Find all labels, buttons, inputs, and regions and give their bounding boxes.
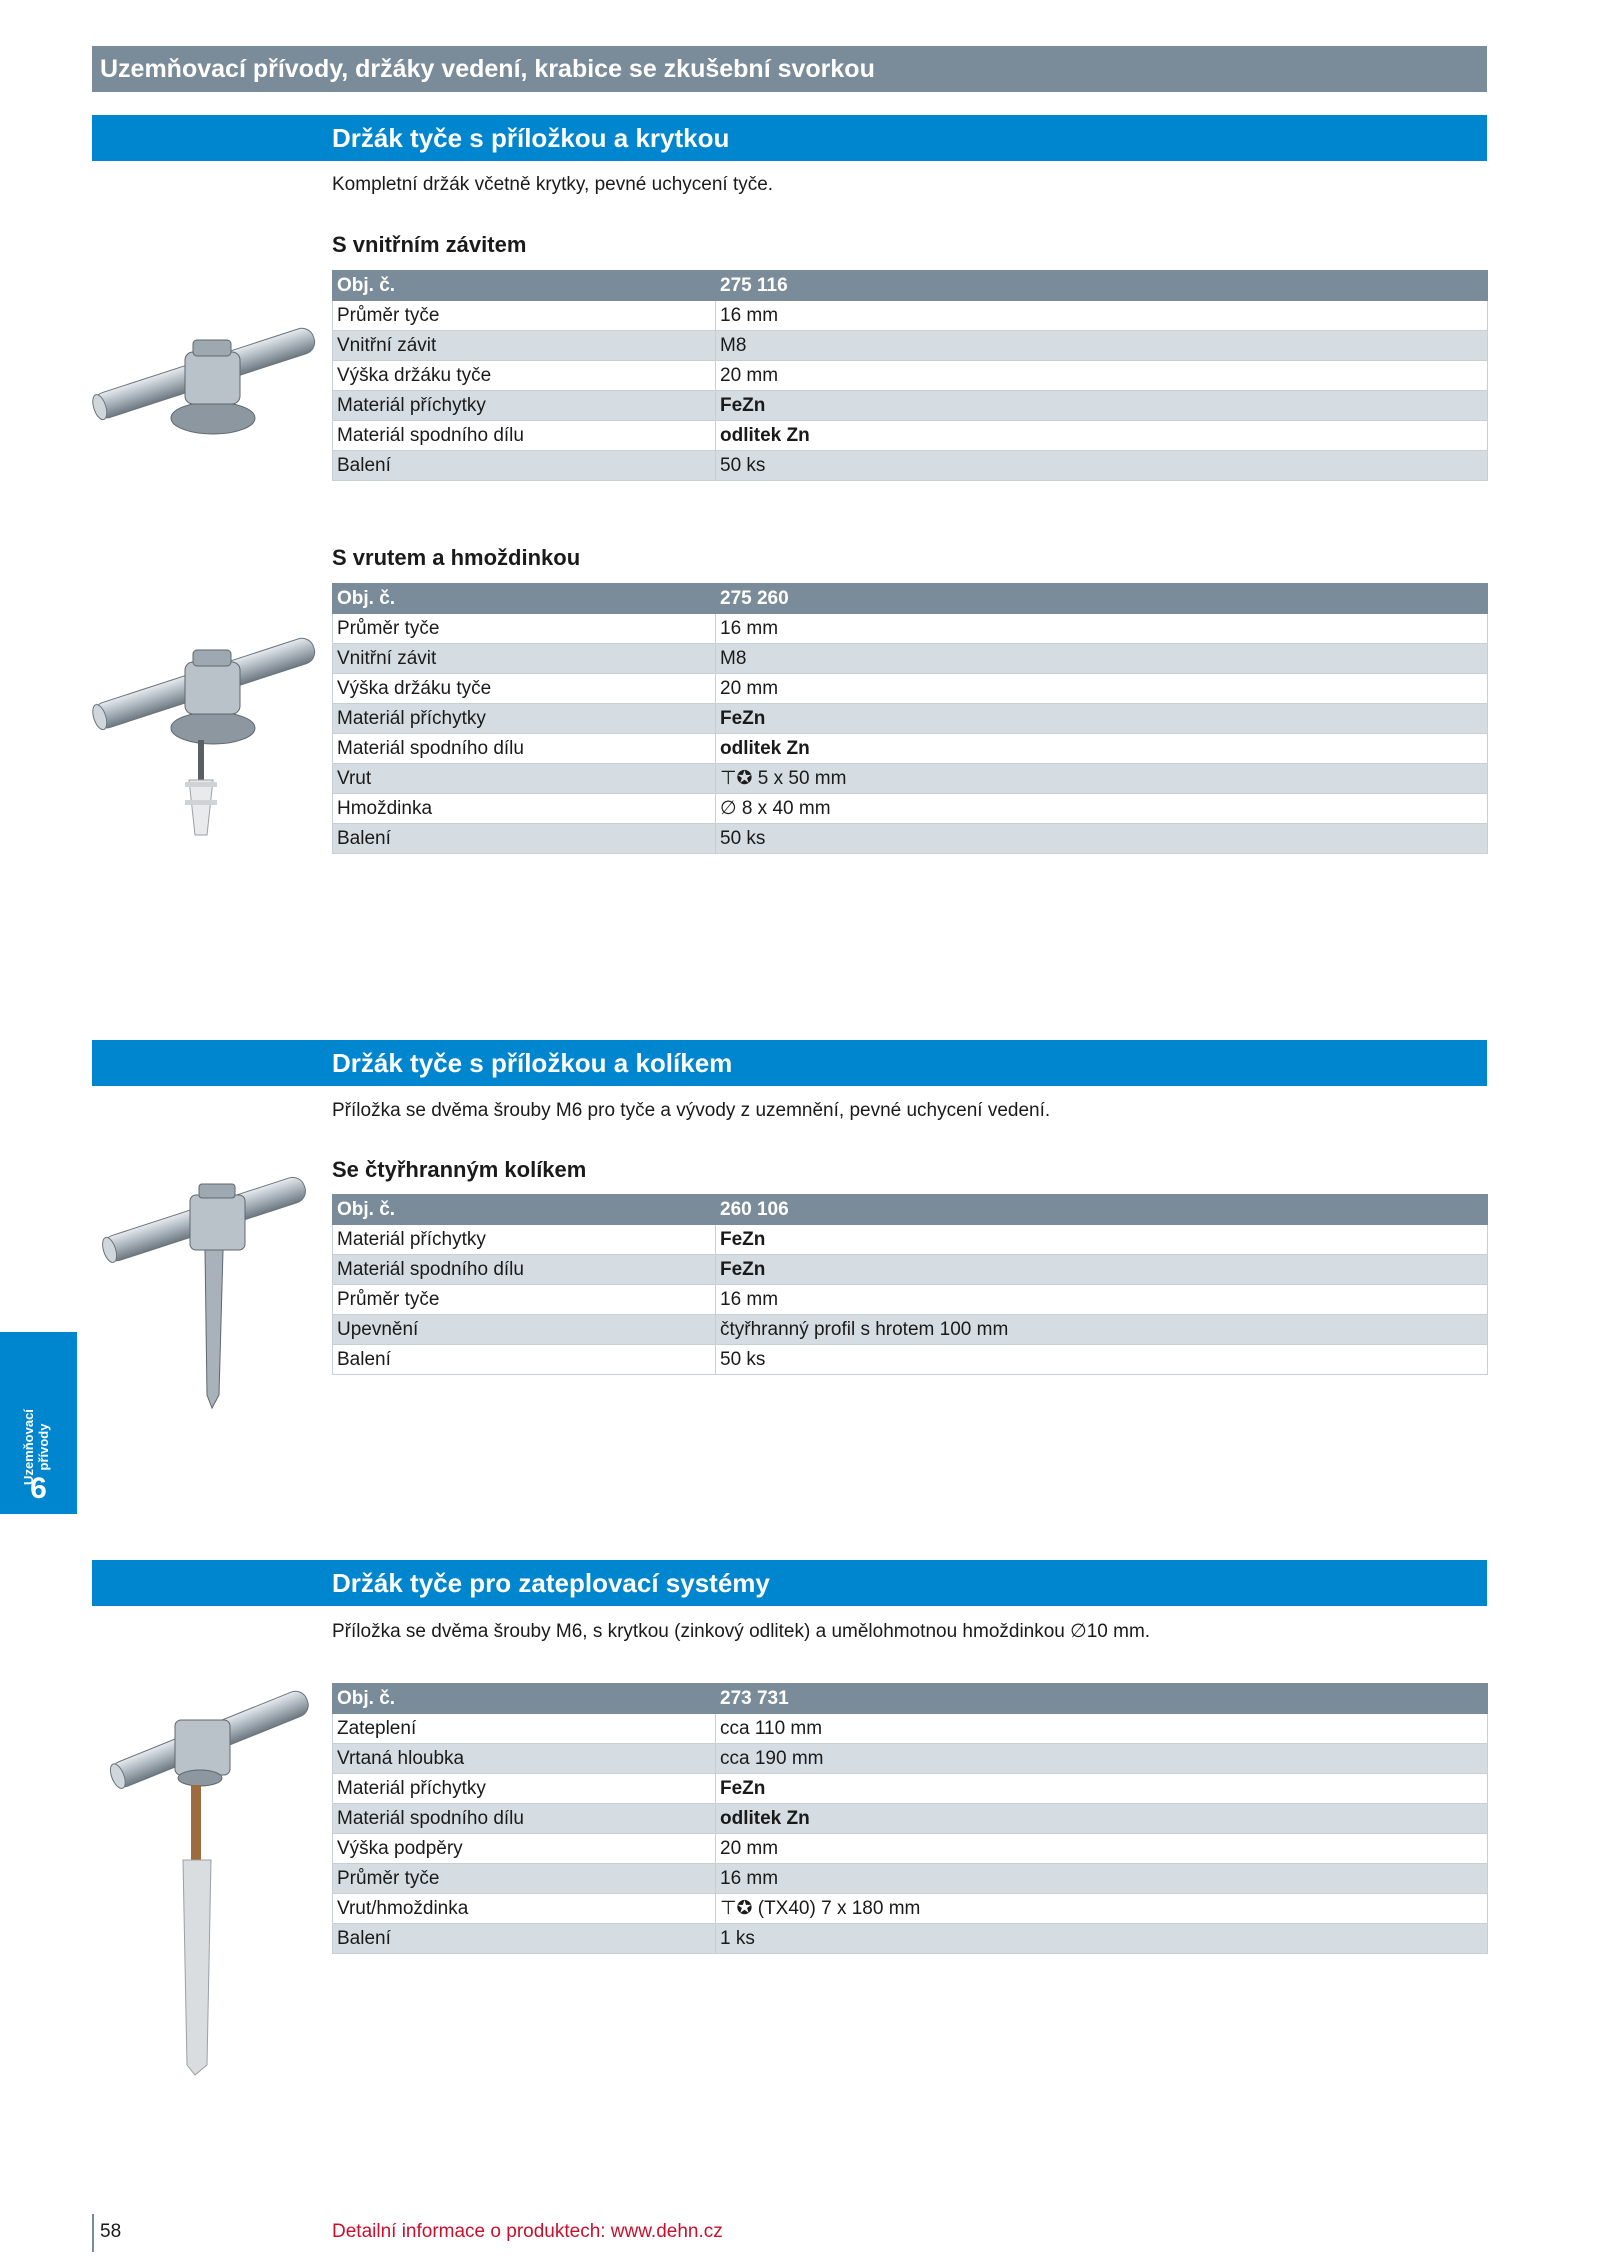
table-row <box>333 1924 1488 1954</box>
spec-value: odlitek Zn <box>716 734 1488 764</box>
table-row <box>333 1804 1488 1834</box>
table-row <box>333 1345 1488 1375</box>
table-row <box>333 1285 1488 1315</box>
spec-label: Vrut/hmoždinka <box>333 1894 716 1924</box>
spec-value: FeZn <box>716 1225 1488 1255</box>
spec-label: Materiál příchytky <box>333 1225 716 1255</box>
spec-value: cca 190 mm <box>716 1744 1488 1774</box>
spec-value: 50 ks <box>716 1345 1488 1375</box>
spec-value: 275 260 <box>716 584 1488 614</box>
spec-label: Balení <box>333 451 716 481</box>
spec-table-260106 <box>332 1194 1488 1375</box>
spec-label: Výška držáku tyče <box>333 361 716 391</box>
spec-label: Upevnění <box>333 1315 716 1345</box>
variant-subtitle-1: S vnitřním závitem <box>332 232 527 257</box>
spec-value: 16 mm <box>716 1285 1488 1315</box>
spec-value: 16 mm <box>716 1864 1488 1894</box>
table-row <box>333 794 1488 824</box>
spec-label: Vnitřní závit <box>333 331 716 361</box>
spec-value: FeZn <box>716 1255 1488 1285</box>
spec-value: 260 106 <box>716 1195 1488 1225</box>
chapter-tab-label: Uzemňovací přívody <box>21 1409 51 1485</box>
spec-label: Balení <box>333 1345 716 1375</box>
section-title-3: Držák tyče pro zateplovací systémy <box>92 1560 1487 1606</box>
spec-label: Vrtaná hloubka <box>333 1744 716 1774</box>
spec-label: Materiál spodního dílu <box>333 1804 716 1834</box>
spec-label: Hmoždinka <box>333 794 716 824</box>
spec-value: ⊤✪ 5 x 50 mm <box>716 764 1488 794</box>
spec-label: Obj. č. <box>333 1195 716 1225</box>
spec-label: Materiál spodního dílu <box>333 421 716 451</box>
spec-value: 20 mm <box>716 361 1488 391</box>
spec-value: cca 110 mm <box>716 1714 1488 1744</box>
spec-table-275260 <box>332 583 1488 854</box>
spec-value: ⊤✪ (TX40) 7 x 180 mm <box>716 1894 1488 1924</box>
table-row <box>333 1225 1488 1255</box>
spec-value: FeZn <box>716 704 1488 734</box>
spec-value: ∅ 8 x 40 mm <box>716 794 1488 824</box>
spec-value: čtyřhranný profil s hrotem 100 mm <box>716 1315 1488 1345</box>
chapter-side-tab[interactable] <box>0 1332 77 1514</box>
table-row <box>333 614 1488 644</box>
spec-value: 50 ks <box>716 451 1488 481</box>
section-title-2: Držák tyče s příložkou a kolíkem <box>92 1040 1487 1086</box>
variant-subtitle-2: S vrutem a hmoždinkou <box>332 545 581 570</box>
spec-label: Průměr tyče <box>333 1285 716 1315</box>
spec-label: Výška držáku tyče <box>333 674 716 704</box>
table-row <box>333 451 1488 481</box>
table-row <box>333 421 1488 451</box>
chapter-number: 6 <box>30 1472 47 1505</box>
spec-label: Obj. č. <box>333 271 716 301</box>
spec-label: Průměr tyče <box>333 614 716 644</box>
section-title-1: Držák tyče s příložkou a krytkou <box>92 115 1487 161</box>
spec-label: Materiál spodního dílu <box>333 734 716 764</box>
spec-label: Vrut <box>333 764 716 794</box>
table-row <box>333 1714 1488 1744</box>
spec-value: 16 mm <box>716 301 1488 331</box>
spec-table-273731 <box>332 1683 1488 1954</box>
table-row <box>333 361 1488 391</box>
table-row <box>333 1684 1488 1714</box>
spec-label: Zateplení <box>333 1714 716 1744</box>
spec-label: Průměr tyče <box>333 301 716 331</box>
table-row <box>333 331 1488 361</box>
table-row <box>333 1774 1488 1804</box>
spec-label: Balení <box>333 824 716 854</box>
table-row <box>333 1834 1488 1864</box>
spec-label: Průměr tyče <box>333 1864 716 1894</box>
spec-value: odlitek Zn <box>716 421 1488 451</box>
table-row <box>333 271 1488 301</box>
footer-divider <box>92 2214 94 2252</box>
table-row <box>333 824 1488 854</box>
page-number: 58 <box>100 2221 122 2242</box>
table-row <box>333 1744 1488 1774</box>
page-header: Uzemňovací přívody, držáky vedení, krabice se zkušební svorkou <box>92 46 1487 92</box>
spec-value: FeZn <box>716 391 1488 421</box>
table-row <box>333 1255 1488 1285</box>
section-description-2: Příložka se dvěma šrouby M6 pro tyče a vývody z uzemnění, pevné uchycení vedení. <box>332 1100 1051 1121</box>
spec-label: Obj. č. <box>333 1684 716 1714</box>
spec-table-275116 <box>332 270 1488 481</box>
table-row <box>333 1864 1488 1894</box>
spec-value: 20 mm <box>716 1834 1488 1864</box>
table-row <box>333 1894 1488 1924</box>
spec-label: Balení <box>333 1924 716 1954</box>
table-row <box>333 1315 1488 1345</box>
spec-value: 273 731 <box>716 1684 1488 1714</box>
spec-value: M8 <box>716 644 1488 674</box>
rod-holder-cap-image <box>85 300 325 450</box>
table-row <box>333 584 1488 614</box>
table-row <box>333 764 1488 794</box>
rod-holder-screw-dowel-image <box>85 610 325 850</box>
spec-label: Vnitřní závit <box>333 644 716 674</box>
footer-link[interactable]: Detailní informace o produktech: www.dehn.cz <box>332 2221 723 2242</box>
spec-value: 50 ks <box>716 824 1488 854</box>
table-row <box>333 734 1488 764</box>
spec-label: Obj. č. <box>333 584 716 614</box>
table-row <box>333 674 1488 704</box>
table-row <box>333 391 1488 421</box>
table-row <box>333 301 1488 331</box>
table-row <box>333 1195 1488 1225</box>
spec-label: Materiál příchytky <box>333 391 716 421</box>
spec-value: 275 116 <box>716 271 1488 301</box>
spec-label: Materiál příchytky <box>333 704 716 734</box>
spec-value: 16 mm <box>716 614 1488 644</box>
spec-value: odlitek Zn <box>716 1804 1488 1834</box>
table-row <box>333 704 1488 734</box>
spec-value: 20 mm <box>716 674 1488 704</box>
section-description-1: Kompletní držák včetně krytky, pevné uchycení tyče. <box>332 174 774 195</box>
table-row <box>333 644 1488 674</box>
spec-label: Materiál spodního dílu <box>333 1255 716 1285</box>
rod-holder-insulation-image <box>105 1680 315 2080</box>
rod-holder-pin-image <box>95 1150 315 1410</box>
spec-label: Materiál příchytky <box>333 1774 716 1804</box>
section-description-3: Příložka se dvěma šrouby M6, s krytkou (zinkový odlitek) a umělohmotnou hmoždinkou ∅10 mm. <box>332 1621 1151 1642</box>
spec-value: 1 ks <box>716 1924 1488 1954</box>
variant-subtitle-3: Se čtyřhranným kolíkem <box>332 1157 587 1182</box>
spec-value: FeZn <box>716 1774 1488 1804</box>
spec-label: Výška podpěry <box>333 1834 716 1864</box>
spec-value: M8 <box>716 331 1488 361</box>
